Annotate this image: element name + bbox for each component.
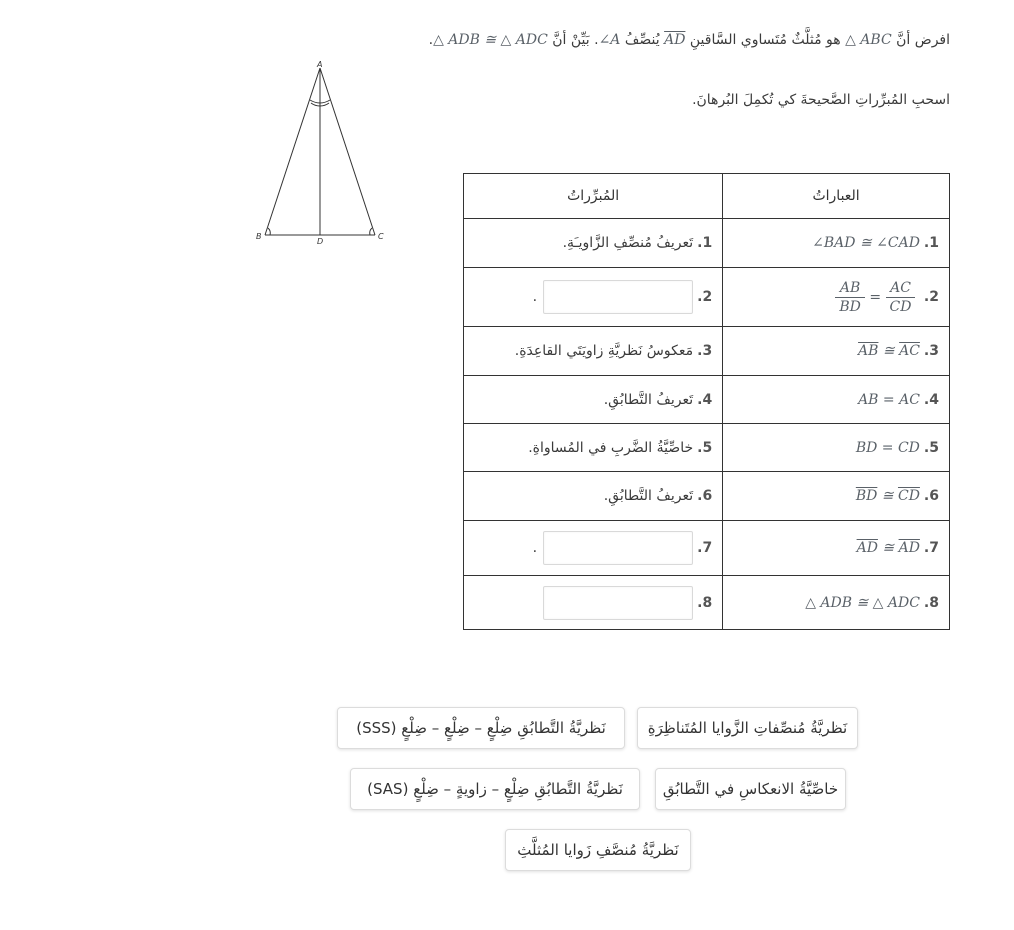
statement-cell <box>723 376 950 424</box>
goal-statement: △ ADB ≅ △ ADC <box>433 32 548 48</box>
header-statements: العباراتُ <box>723 174 950 219</box>
reason-cell <box>464 424 723 472</box>
drop-zone-reason-2[interactable] <box>543 280 693 314</box>
reason-cell <box>464 268 723 327</box>
isosceles-text: هو مُثلَّثٌ مُتَساوي السَّاقينِ <box>689 32 841 48</box>
statement-text: BD = CD <box>855 439 920 456</box>
statement-cell <box>723 424 950 472</box>
row-number: 1. <box>697 235 713 251</box>
reason-cell <box>464 327 723 376</box>
drop-dot: . <box>532 289 538 305</box>
label-a: A <box>317 60 323 69</box>
table-row <box>464 472 950 521</box>
statement-cell <box>723 576 950 630</box>
operator: ≅ <box>877 540 899 556</box>
statement-cell <box>723 268 950 327</box>
segment: $\overline{AB}$ <box>858 343 879 359</box>
bisects-text: يُنصِّفُ <box>624 32 660 48</box>
statement-text: AB = AC <box>858 391 920 408</box>
row-number: 6. <box>923 488 939 504</box>
reason-text: تَعريفُ التَّطابُقِ. <box>603 488 694 504</box>
side-ab <box>265 68 320 235</box>
statement-cell <box>723 219 950 268</box>
reason-cell <box>464 219 723 268</box>
statement-text <box>856 488 920 504</box>
intro-text: افرض أنَّ <box>896 32 950 48</box>
statement-text <box>857 540 920 556</box>
angle-mark-cad <box>320 100 330 103</box>
table-row <box>464 576 950 630</box>
proof-table <box>463 173 950 630</box>
row-number: 3. <box>923 343 939 359</box>
proportion-statement <box>835 279 915 316</box>
segment: $\overline{AC}$ <box>899 343 920 359</box>
row-number: 8. <box>923 594 939 611</box>
instruction-text: اسحبِ المُبرِّراتِ الصَّحيحةَ كي تُكمِلَ البُرهانَ. <box>692 92 950 108</box>
prove-text: . بَيِّنْ أنَّ <box>552 32 599 48</box>
reason-text: خاصِّيَّةُ الضَّربِ في المُساواةِ. <box>528 439 694 456</box>
angle-mark-b <box>268 228 270 235</box>
reason-cell <box>464 376 723 424</box>
label-b: B <box>256 232 262 241</box>
segment: $\overline{AD}$ <box>898 540 920 556</box>
reason-text: مَعكوسُ نَظريَّةِ زاويَتَي القاعِدَةِ. <box>514 343 694 359</box>
triangle-abc: △ ABC <box>845 32 892 48</box>
problem-statement <box>429 32 950 48</box>
row-number: 2. <box>923 289 939 305</box>
table-row <box>464 327 950 376</box>
choice-chip-sss[interactable]: نَظريَّةُ التَّطابُقِ ضِلْعٍ – ضِلْعٍ – ضِلْعٍ (SSS) <box>337 707 625 749</box>
row-number: 3. <box>697 343 713 359</box>
fraction-left <box>835 279 865 316</box>
drop-dot: . <box>532 540 538 556</box>
angle-mark-bad <box>310 100 320 103</box>
row-number: 1. <box>923 235 939 251</box>
angle-a: ∠A <box>598 32 621 48</box>
segment: $\overline{BD}$ <box>855 488 878 504</box>
statement-cell <box>723 521 950 576</box>
angle-mark-c <box>370 228 372 235</box>
row-number: 6. <box>697 488 713 504</box>
label-c: C <box>378 232 384 241</box>
operator: ≅ <box>877 488 898 504</box>
row-number: 2. <box>697 289 713 305</box>
denominator: BD <box>839 298 861 315</box>
table-row <box>464 376 950 424</box>
header-reasons: المُبرِّراتُ <box>464 174 723 219</box>
row-number: 4. <box>923 391 939 408</box>
table-row <box>464 219 950 268</box>
triangle-figure <box>250 58 395 250</box>
reason-cell <box>464 472 723 521</box>
statement-text: △ ADB ≅ △ ADC <box>805 594 920 611</box>
reason-text: تَعريفُ مُنصِّفِ الزَّاويـَةِ. <box>562 235 694 251</box>
statement-text: ∠BAD ≅ ∠CAD <box>812 235 920 251</box>
label-d: D <box>317 237 324 246</box>
row-number: 5. <box>697 439 713 456</box>
choice-chip-reflexive-property[interactable]: خاصِّيَّةُ الانعكاسِ في التَّطابُقِ <box>655 768 846 810</box>
side-ac <box>320 68 375 235</box>
end-dot: . <box>428 32 434 48</box>
statement-text <box>858 343 920 359</box>
row-number: 8. <box>697 594 713 611</box>
segment: $\overline{CD}$ <box>897 488 920 504</box>
reason-cell <box>464 576 723 630</box>
angle-mark-bad-2 <box>311 103 320 106</box>
row-number: 4. <box>697 391 713 408</box>
table-row <box>464 268 950 327</box>
row-number: 5. <box>923 439 939 456</box>
drop-zone-reason-7[interactable] <box>543 531 693 565</box>
choice-chip-corresponding-angle-bisectors[interactable]: نَظريَّةُ مُنصِّفاتِ الزَّوايا المُتَناظِرَةِ <box>637 707 858 749</box>
segment-ad: $\overline{AD}$ <box>664 32 686 48</box>
fraction-right <box>886 279 916 316</box>
segment: $\overline{AD}$ <box>856 540 878 556</box>
statement-cell <box>723 327 950 376</box>
row-number: 7. <box>697 540 713 556</box>
reason-cell <box>464 521 723 576</box>
operator: ≅ <box>878 343 900 359</box>
choice-chip-sas[interactable]: نَظريَّةُ التَّطابُقِ ضِلْعٍ – زاويةٍ – ضِلْعٍ (SAS) <box>350 768 640 810</box>
angle-mark-cad-2 <box>320 103 329 106</box>
table-row <box>464 424 950 472</box>
reason-text: تَعريفُ التَّطابُقِ. <box>603 391 694 408</box>
statement-cell <box>723 472 950 521</box>
table-row <box>464 521 950 576</box>
row-number: 7. <box>923 540 939 556</box>
numerator: AB <box>835 279 865 298</box>
numerator: AC <box>886 279 916 298</box>
table-header-row <box>464 174 950 219</box>
drop-zone-reason-8[interactable] <box>543 586 693 620</box>
equals-sign: = <box>869 289 882 305</box>
choice-chip-triangle-angle-bisector[interactable]: نَظريَّةُ مُنصَّفِ زَوايا المُثلَّثِ <box>505 829 691 871</box>
denominator: CD <box>889 298 912 315</box>
